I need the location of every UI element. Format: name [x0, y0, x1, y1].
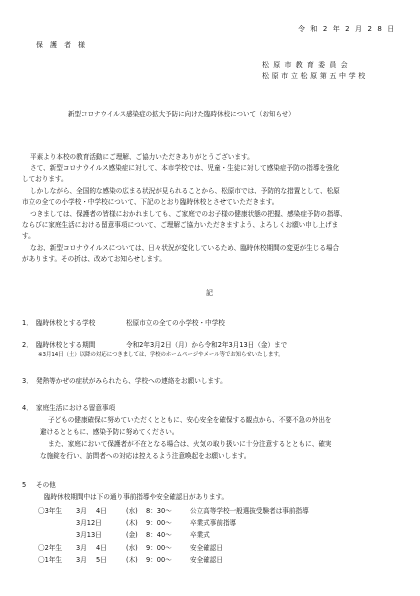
schedule-time: 8：40～	[146, 531, 172, 539]
body-paragraph-2-line-1: さて、新型コロナウイルス感染症に対して、本市学校では、児童・生徒に対して感染症予防の指導を強化	[30, 164, 340, 172]
schedule-weekday: (金)	[126, 531, 138, 539]
item-1-label: 臨時休校とする学校	[36, 319, 96, 327]
body-paragraph-4-line-2: ならびに家庭生活における留意事項について、ご理解ご協力いただきますよう、よろしくお願い申し上げま	[22, 221, 339, 229]
schedule-grade: 〇3年生	[38, 507, 62, 515]
body-paragraph-3-line-1: しかしながら、全国的な感染の広まる状況が見られることから、松原市では、予防的な措置として、松原	[30, 187, 340, 195]
issue-date: 令 和 2 年 2 月 2 8 日	[298, 25, 396, 33]
schedule-time: 9：00～	[146, 519, 172, 527]
schedule-month: 3月	[76, 556, 87, 564]
schedule-weekday: (木)	[126, 556, 138, 564]
body-paragraph-4-line-3: す。	[22, 232, 35, 240]
schedule-row	[38, 518, 236, 528]
body-paragraph-3-line-2: 市立の全ての小学校・中学校について、下記のとおり臨時休校とさせていただきます。	[22, 198, 279, 206]
item-4-line-3: また、家庭において保護者が不在となる場合は、火気の取り扱いに十分注意するとともに、確実	[48, 440, 332, 448]
item-4-line-4: な施錠を行い、訪問者への対応は控えるよう注意喚起をお願いします。	[40, 452, 251, 460]
item-4-number: 4．	[22, 404, 33, 412]
schedule-weekday: (木)	[126, 519, 138, 527]
schedule-time: 9：00～	[146, 544, 172, 552]
schedule-grade: 〇2年生	[38, 544, 62, 552]
item-3-number: 3．	[22, 377, 33, 385]
schedule-row	[38, 543, 223, 553]
item-2-value: 令和2年3月2日（月）から令和2年3月13日（金）まで	[126, 341, 288, 349]
body-paragraph-5-line-2: があります。その折は、改めてお知らせします。	[22, 255, 166, 263]
body-paragraph-4-line-1: つきましては、保護者の皆様におかれましても、ご家庭でのお子様の健康状態の把握、感染症予防の指導、	[30, 210, 347, 218]
sender-school: 松 原 市 立 松 原 第 五 中 学 校	[262, 72, 366, 80]
schedule-grade: 〇1年生	[38, 556, 62, 564]
schedule-day: 4日	[96, 507, 107, 515]
item-4-line-2: 避けるとともに、感染予防に努めてください。	[40, 428, 179, 436]
item-5-label: その他	[36, 481, 56, 489]
ki-marker: 記	[206, 289, 213, 297]
sender-board: 松 原 市 教 育 委 員 会	[262, 61, 349, 69]
item-2-label: 臨時休校とする期間	[36, 341, 96, 349]
body-paragraph-1: 平素より本校の教育活動にご理解、ご協力いただきありがとうございます。	[30, 153, 254, 161]
item-1-value: 松原市立の全ての小学校・中学校	[126, 319, 225, 327]
schedule-row	[38, 530, 210, 540]
item-4-label: 家庭生活における留意事項	[36, 404, 116, 412]
item-2-number: 2．	[22, 341, 33, 349]
schedule-row	[38, 555, 223, 565]
schedule-month: 3月	[76, 544, 87, 552]
schedule-day: 4日	[96, 544, 107, 552]
document-title: 新型コロナウイルス感染症の拡大予防に向けた臨時休校について（お知らせ）	[68, 110, 295, 118]
addressee: 保 護 者 様	[36, 41, 85, 49]
schedule-day: 3月13日	[76, 531, 102, 539]
schedule-day: 3月12日	[76, 519, 102, 527]
schedule-weekday: (水)	[126, 544, 138, 552]
schedule-event: 卒業式事前指導	[190, 519, 237, 527]
schedule-event: 公立高等学校一般選抜受験者は事前指導	[190, 507, 309, 515]
schedule-weekday: (水)	[126, 507, 138, 515]
item-2-note: ※3月14日（土）以降の対応につきましては、学校のホームページやメール等でお知らせいたします。	[38, 352, 284, 358]
schedule-time: 9：00～	[146, 556, 172, 564]
item-1-number: 1．	[22, 319, 33, 327]
schedule-event: 安全確認日	[190, 556, 223, 564]
schedule-month: 3月	[76, 507, 87, 515]
item-5-number: 5	[22, 481, 27, 489]
schedule-event: 安全確認日	[190, 544, 223, 552]
item-3-text: 発熱等かぜの症状がみられたら、学校への連絡をお願いします。	[36, 377, 227, 385]
item-4-line-1: 子どもの健康確保に努めていただくとともに、安心安全を確保する観点から、不要不急の外出を	[48, 416, 332, 424]
body-paragraph-5-line-1: なお、新型コロナウイルスについては、日々状況が変化しているため、臨時休校期間の変更が生じる場合	[30, 244, 340, 252]
item-5-intro: 臨時休校期間中は下の通り事前指導や安全確認日があります。	[44, 493, 229, 501]
schedule-day: 5日	[96, 556, 107, 564]
schedule-event: 卒業式	[190, 531, 210, 539]
schedule-time: 8：30～	[146, 507, 172, 515]
body-paragraph-2-line-2: しております。	[22, 175, 68, 183]
schedule-row	[38, 506, 309, 516]
